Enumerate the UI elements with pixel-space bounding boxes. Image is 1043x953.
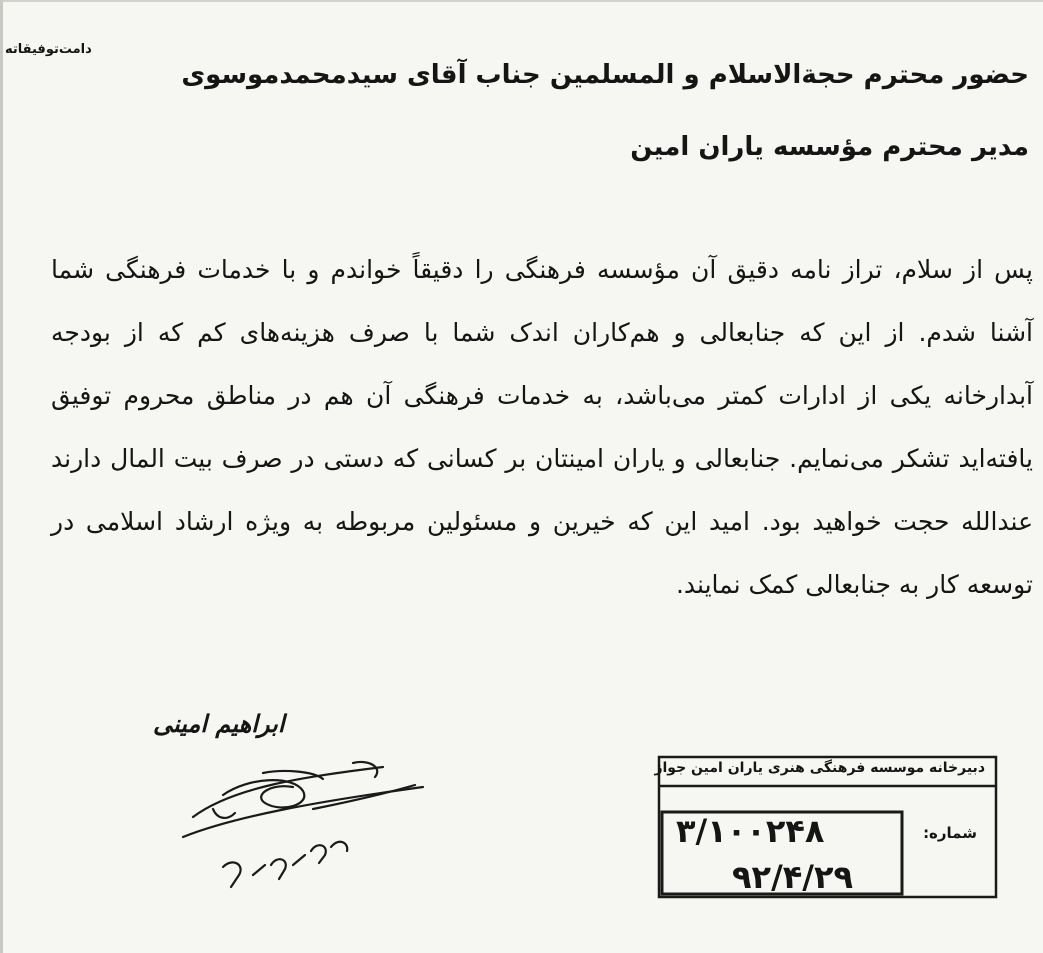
- stamp-number-label: شماره:: [923, 824, 977, 842]
- stamp-date: ۹۲/۴/۲۹: [732, 858, 854, 896]
- stamp-number: ۳/۱۰۰۲۴۸: [676, 812, 825, 850]
- stamp-header: دبیرخانه موسسه فرهنگی هنری یاران امین جواز: [654, 760, 985, 776]
- letter-body: پس از سلام، تراز نامه دقیق آن مؤسسه فرهنگی را دقیقاً خواندم و با خدمات فرهنگی شما آشنا شدم. از این که جنابعالی و هم‌کاران اندک شما با صرف هزینه‌های کم که از بودجه آبدارخانه یکی از ادارات کمتر می‌باشد، به خدمات فرهنگی آن هم در مناطق محروم توفیق یافته‌اید تشکر می‌نمایم. جنابعالی و یاران امینتان بر کسانی که دستی در صرف بیت المال دارند عندالله حجت خواهید بود. امید این که خیرین و مسئولین مربوطه به ویژه ارشاد اسلامی در توسعه کار به جنابعالی کمک نمایند.: [51, 255, 1033, 599]
- honorific: دامت‌توفیقاته: [5, 42, 92, 57]
- addressee-line: حضور محترم حجةالاسلام و المسلمین جناب آقای سیدمحمدموسوی: [181, 60, 1029, 90]
- recipient-title: مدیر محترم مؤسسه یاران امین: [630, 132, 1029, 162]
- handwritten-signature: [153, 747, 443, 907]
- registry-stamp: [656, 754, 999, 900]
- signatory-name: ابراهیم امینی: [153, 709, 285, 738]
